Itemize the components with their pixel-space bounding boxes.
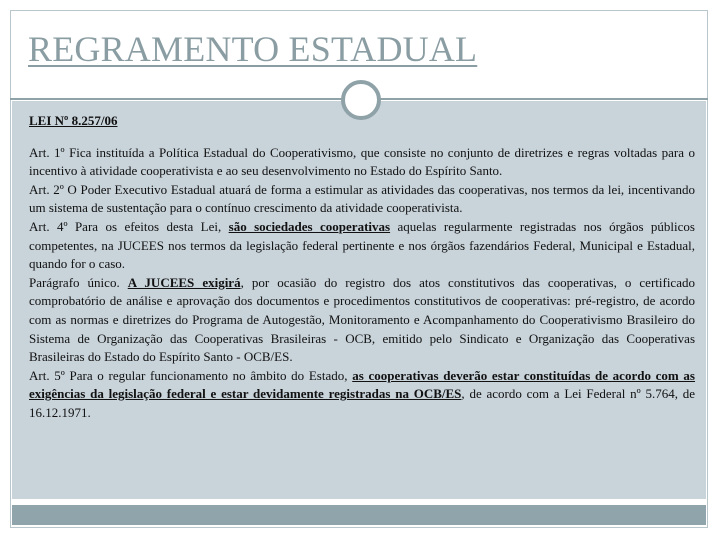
paragrafo-unico-end: , por ocasião do registro dos atos constitutivos das cooperativas, o certificado comprobatório de análise e aprovação dos documentos e procedimentos constitutivos de cooperativas: pré-registro, de acordo com as normas e diretrizes do Programa de Autogestão, Monitoramento e Acompanhamento do Cooperativismo Brasileiro do Sistema de Organização das Cooperativas Brasileiras - OCB, emitido pelo Sindicato e Organização das Cooperativas Brasileiras do Estado do Espírito Santo - OCB/ES. [29,274,695,365]
article-5-start: Art. 5º Para o regular funcionamento no âmbito do Estado, [29,367,353,383]
law-text [29,112,695,423]
article-5-emphasis: as cooperativas deverão estar constituídas de acordo com as exigências da legislação federal e estar devidamente registradas na OCB/ES [29,367,695,402]
law-reference: LEI Nº 8.257/06 [29,113,118,128]
article-5 [29,367,695,423]
article-4-emphasis: são sociedades cooperativas [228,218,391,234]
slide-title: REGRAMENTO ESTADUAL [28,29,478,69]
paragrafo-unico-emphasis: A JUCEES exigirá [127,274,241,290]
article-1: Art. 1º Fica instituída a Política Estadual do Cooperativismo, que consiste no conjunto de diretrizes e regras voltadas para o incentivo à atividade cooperativista e ao seu desenvolvimento no Estado do Espírito Santo. [29,144,695,179]
article-2: Art. 2º O Poder Executivo Estadual atuará de forma a estimular as atividades das cooperativas, nos termos da lei, incentivando um sistema de sustentação para o contínuo crescimento da atividade cooperativista. [29,181,695,216]
paragrafo-unico [29,274,695,367]
article-4-start: Art. 4º Para os efeitos desta Lei, [29,218,229,234]
footer-bar [12,505,706,525]
article-4-end: aquelas regularmente registradas nos órgãos públicos competentes, na JUCEES nos termos da legislação federal pertinente e nos órgãos fazendários Federal, Municipal e Estadual, quando for o caso. [29,218,695,272]
paragrafo-unico-start: Parágrafo único. [29,274,128,290]
article-4 [29,218,695,274]
article-5-end: , de acordo com a Lei Federal nº 5.764, de 16.12.1971. [29,386,695,420]
